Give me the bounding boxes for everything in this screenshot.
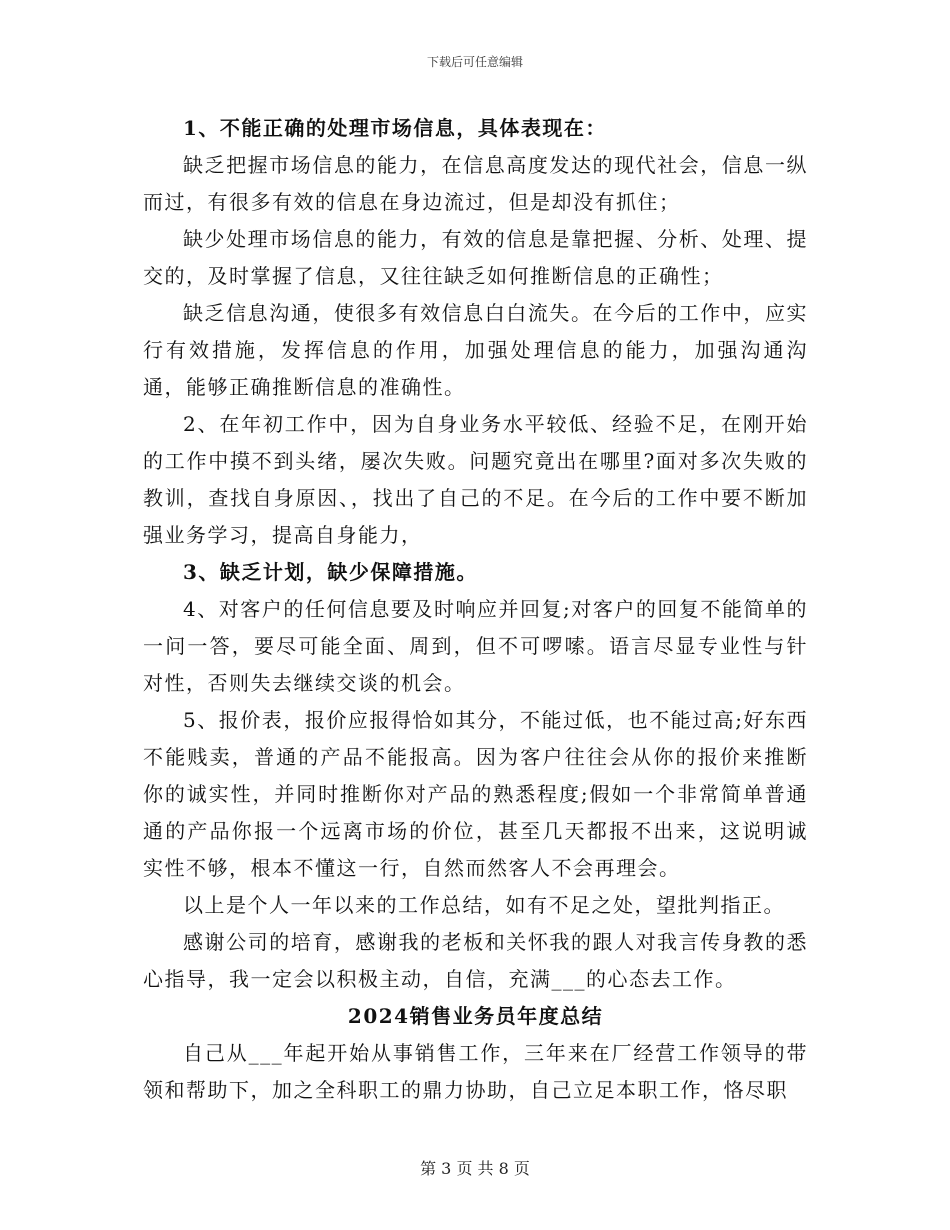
section-heading-3: 3、缺乏计划，缺少保障措施。 xyxy=(183,560,478,584)
paragraph: 缺乏把握市场信息的能力，在信息高度发达的现代社会，信息一纵而过，有很多有效的信息在身边流过，但是却没有抓住； xyxy=(143,153,808,214)
paragraph: 4、对客户的任何信息要及时响应并回复;对客户的回复不能简单的一问一答，要尽可能全面、周到，但不可啰嗦。语言尽显专业性与针对性，否则失去继续交谈的机会。 xyxy=(143,597,808,695)
paragraph: 缺少处理市场信息的能力，有效的信息是靠把握、分析、处理、提交的，及时掌握了信息，又往往缺乏如何推断信息的正确性； xyxy=(143,227,808,288)
paragraph: 缺乏信息沟通，使很多有效信息白白流失。在今后的工作中，应实行有效措施，发挥信息的作用，加强处理信息的能力，加强沟通沟通，能够正确推断信息的准确性。 xyxy=(143,301,808,399)
paragraph: 2、在年初工作中，因为自身业务水平较低、经验不足，在刚开始的工作中摸不到头绪，屡次失败。问题究竟出在哪里?面对多次失败的教训，查找自身原因、，找出了自己的不足。在今后的工作中要不断加强业务学习，提高自身能力， xyxy=(143,412,808,547)
section-heading-1: 1、不能正确的处理市场信息，具体表现在： xyxy=(183,116,607,140)
page-header-note: 下载后可任意编辑 xyxy=(426,55,523,69)
page-number: 第 3 页 共 8 页 xyxy=(420,1159,530,1178)
paragraph: 5、报价表，报价应报得恰如其分，不能过低，也不能过高;好东西不能贱卖，普通的产品不能报高。因为客户往往会从你的报价来推断你的诚实性，并同时推断你对产品的熟悉程度;假如一个非常简单普通通的产品你报一个远离市场的价位，甚至几天都报不出来，这说明诚实性不够，根本不懂这一行，自然而然客人不会再理会。 xyxy=(143,708,808,880)
paragraph: 以上是个人一年以来的工作总结，如有不足之处，望批判指正。 xyxy=(183,893,785,917)
document-title: 2024销售业务员年度总结 xyxy=(347,1004,604,1028)
document-body xyxy=(143,110,808,1109)
paragraph: 自己从___年起开始从事销售工作，三年来在厂经营工作领导的带领和帮助下，加之全科职工的鼎力协助，自己立足本职工作，恪尽职 xyxy=(143,1041,808,1102)
paragraph: 感谢公司的培育，感谢我的老板和关怀我的跟人对我言传身教的悉心指导，我一定会以积极主动，自信，充满___的心态去工作。 xyxy=(143,930,808,991)
